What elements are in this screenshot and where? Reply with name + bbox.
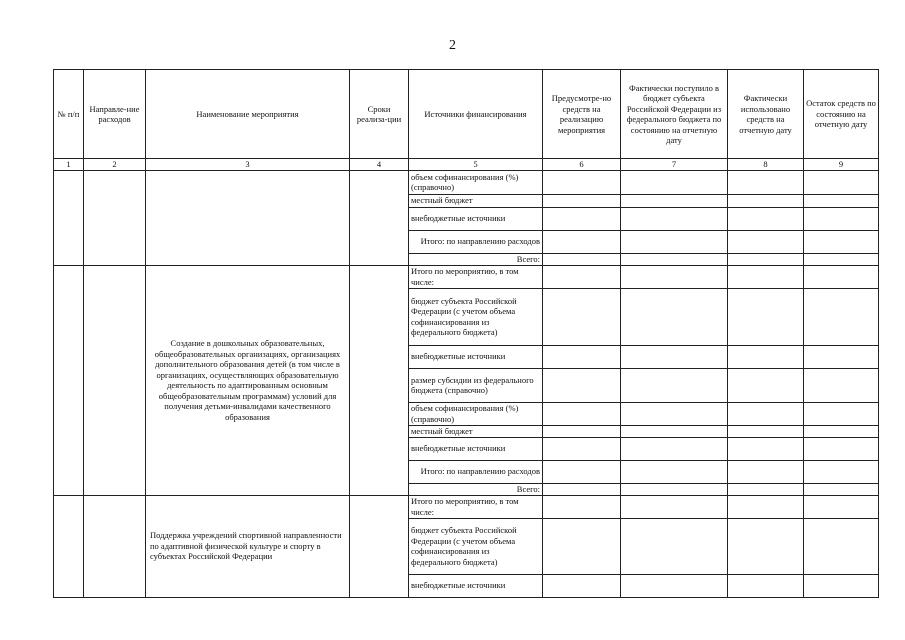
- cell-terms: [350, 495, 409, 597]
- value-cell: [621, 483, 728, 495]
- value-cell: [804, 437, 879, 460]
- value-cell: [804, 574, 879, 597]
- source-cell: Всего:: [409, 253, 543, 265]
- value-cell: [543, 194, 621, 207]
- table-row: [54, 265, 879, 288]
- col-num: 9: [804, 159, 879, 171]
- value-cell: [728, 495, 804, 518]
- source-cell: размер субсидии из федерального бюджета (справочно): [409, 368, 543, 402]
- source-cell: Итого: по направлению расходов: [409, 460, 543, 483]
- source-cell: Всего:: [409, 483, 543, 495]
- col-num: 6: [543, 159, 621, 171]
- value-cell: [621, 460, 728, 483]
- col-num: 8: [728, 159, 804, 171]
- value-cell: [728, 253, 804, 265]
- value-cell: [543, 368, 621, 402]
- value-cell: [621, 402, 728, 425]
- header-number: № п/п: [54, 70, 84, 159]
- column-number-row: [54, 159, 879, 171]
- cell-direction: [84, 495, 146, 597]
- value-cell: [621, 518, 728, 574]
- value-cell: [728, 265, 804, 288]
- value-cell: [543, 518, 621, 574]
- value-cell: [728, 483, 804, 495]
- header-balance: Остаток средств по состоянию на отчетную дату: [804, 70, 879, 159]
- cell-number: [54, 495, 84, 597]
- value-cell: [543, 170, 621, 194]
- value-cell: [728, 425, 804, 437]
- table-row: [54, 170, 879, 194]
- value-cell: [804, 495, 879, 518]
- value-cell: [804, 170, 879, 194]
- source-cell: объем софинансирования (%) (справочно): [409, 402, 543, 425]
- value-cell: [804, 368, 879, 402]
- source-cell: местный бюджет: [409, 425, 543, 437]
- value-cell: [728, 230, 804, 253]
- value-cell: [543, 437, 621, 460]
- col-num: 2: [84, 159, 146, 171]
- value-cell: [728, 574, 804, 597]
- value-cell: [804, 345, 879, 368]
- cell-terms: [350, 170, 409, 265]
- value-cell: [804, 460, 879, 483]
- value-cell: [804, 253, 879, 265]
- value-cell: [543, 345, 621, 368]
- value-cell: [543, 288, 621, 345]
- value-cell: [621, 345, 728, 368]
- page-number: 2: [449, 38, 456, 53]
- value-cell: [621, 495, 728, 518]
- header-event-name: Наименование мероприятия: [146, 70, 350, 159]
- value-cell: [543, 483, 621, 495]
- header-direction: Направле-ние расходов: [84, 70, 146, 159]
- value-cell: [543, 230, 621, 253]
- header-terms: Сроки реализа-ции: [350, 70, 409, 159]
- value-cell: [804, 265, 879, 288]
- value-cell: [621, 230, 728, 253]
- source-cell: внебюджетные источники: [409, 345, 543, 368]
- value-cell: [621, 170, 728, 194]
- header-sources: Источники финансирования: [409, 70, 543, 159]
- value-cell: [804, 288, 879, 345]
- value-cell: [728, 437, 804, 460]
- value-cell: [621, 425, 728, 437]
- value-cell: [621, 368, 728, 402]
- col-num: 7: [621, 159, 728, 171]
- source-cell: бюджет субъекта Российской Федерации (с учетом объема софинансирования из федерального бюджета): [409, 288, 543, 345]
- report-table: [53, 69, 879, 598]
- value-cell: [621, 253, 728, 265]
- value-cell: [543, 402, 621, 425]
- value-cell: [804, 425, 879, 437]
- value-cell: [804, 402, 879, 425]
- source-cell: Итого по мероприятию, в том числе:: [409, 265, 543, 288]
- value-cell: [804, 483, 879, 495]
- value-cell: [621, 207, 728, 230]
- value-cell: [543, 207, 621, 230]
- value-cell: [543, 253, 621, 265]
- col-num: 3: [146, 159, 350, 171]
- source-cell: внебюджетные источники: [409, 574, 543, 597]
- value-cell: [728, 460, 804, 483]
- source-cell: внебюджетные источники: [409, 207, 543, 230]
- value-cell: [543, 495, 621, 518]
- value-cell: [621, 288, 728, 345]
- value-cell: [804, 518, 879, 574]
- value-cell: [621, 574, 728, 597]
- value-cell: [804, 194, 879, 207]
- value-cell: [728, 368, 804, 402]
- cell-number: [54, 265, 84, 495]
- header-row: [54, 70, 879, 159]
- header-planned: Предусмотре-но средств на реализацию мероприятия: [543, 70, 621, 159]
- event-name: Создание в дошкольных образовательных, общеобразовательных организациях, организациях дополнительного образования детей (в том числе в организациях, осуществляющих образовательную деятельность по адаптированным основным общеобразовательным программам) условий для получения детьми-инвалидами качественного образования: [146, 265, 350, 495]
- value-cell: [543, 265, 621, 288]
- value-cell: [543, 425, 621, 437]
- value-cell: [728, 402, 804, 425]
- cell-number: [54, 170, 84, 265]
- source-cell: Итого по мероприятию, в том числе:: [409, 495, 543, 518]
- table-row: [54, 495, 879, 518]
- value-cell: [543, 574, 621, 597]
- cell-terms: [350, 265, 409, 495]
- value-cell: [543, 460, 621, 483]
- source-cell: объем софинансирования (%) (справочно): [409, 170, 543, 194]
- value-cell: [621, 194, 728, 207]
- cell-direction: [84, 170, 146, 265]
- value-cell: [804, 230, 879, 253]
- col-num: 4: [350, 159, 409, 171]
- source-cell: бюджет субъекта Российской Федерации (с учетом объема софинансирования из федерального бюджета): [409, 518, 543, 574]
- value-cell: [621, 437, 728, 460]
- header-used: Фактически использовано средств на отчетную дату: [728, 70, 804, 159]
- value-cell: [621, 265, 728, 288]
- header-received: Фактически поступило в бюджет субъекта Российской Федерации из федерального бюджета по состоянию на отчетную дату: [621, 70, 728, 159]
- value-cell: [728, 207, 804, 230]
- cell-event-name: [146, 170, 350, 265]
- value-cell: [728, 194, 804, 207]
- value-cell: [728, 288, 804, 345]
- source-cell: местный бюджет: [409, 194, 543, 207]
- value-cell: [728, 345, 804, 368]
- source-cell: внебюджетные источники: [409, 437, 543, 460]
- value-cell: [728, 170, 804, 194]
- col-num: 5: [409, 159, 543, 171]
- cell-direction: [84, 265, 146, 495]
- event-name: Поддержка учреждений спортивной направленности по адаптивной физической культуре и спорту в субъектах Российской Федерации: [146, 495, 350, 597]
- value-cell: [804, 207, 879, 230]
- value-cell: [728, 518, 804, 574]
- source-cell: Итого: по направлению расходов: [409, 230, 543, 253]
- col-num: 1: [54, 159, 84, 171]
